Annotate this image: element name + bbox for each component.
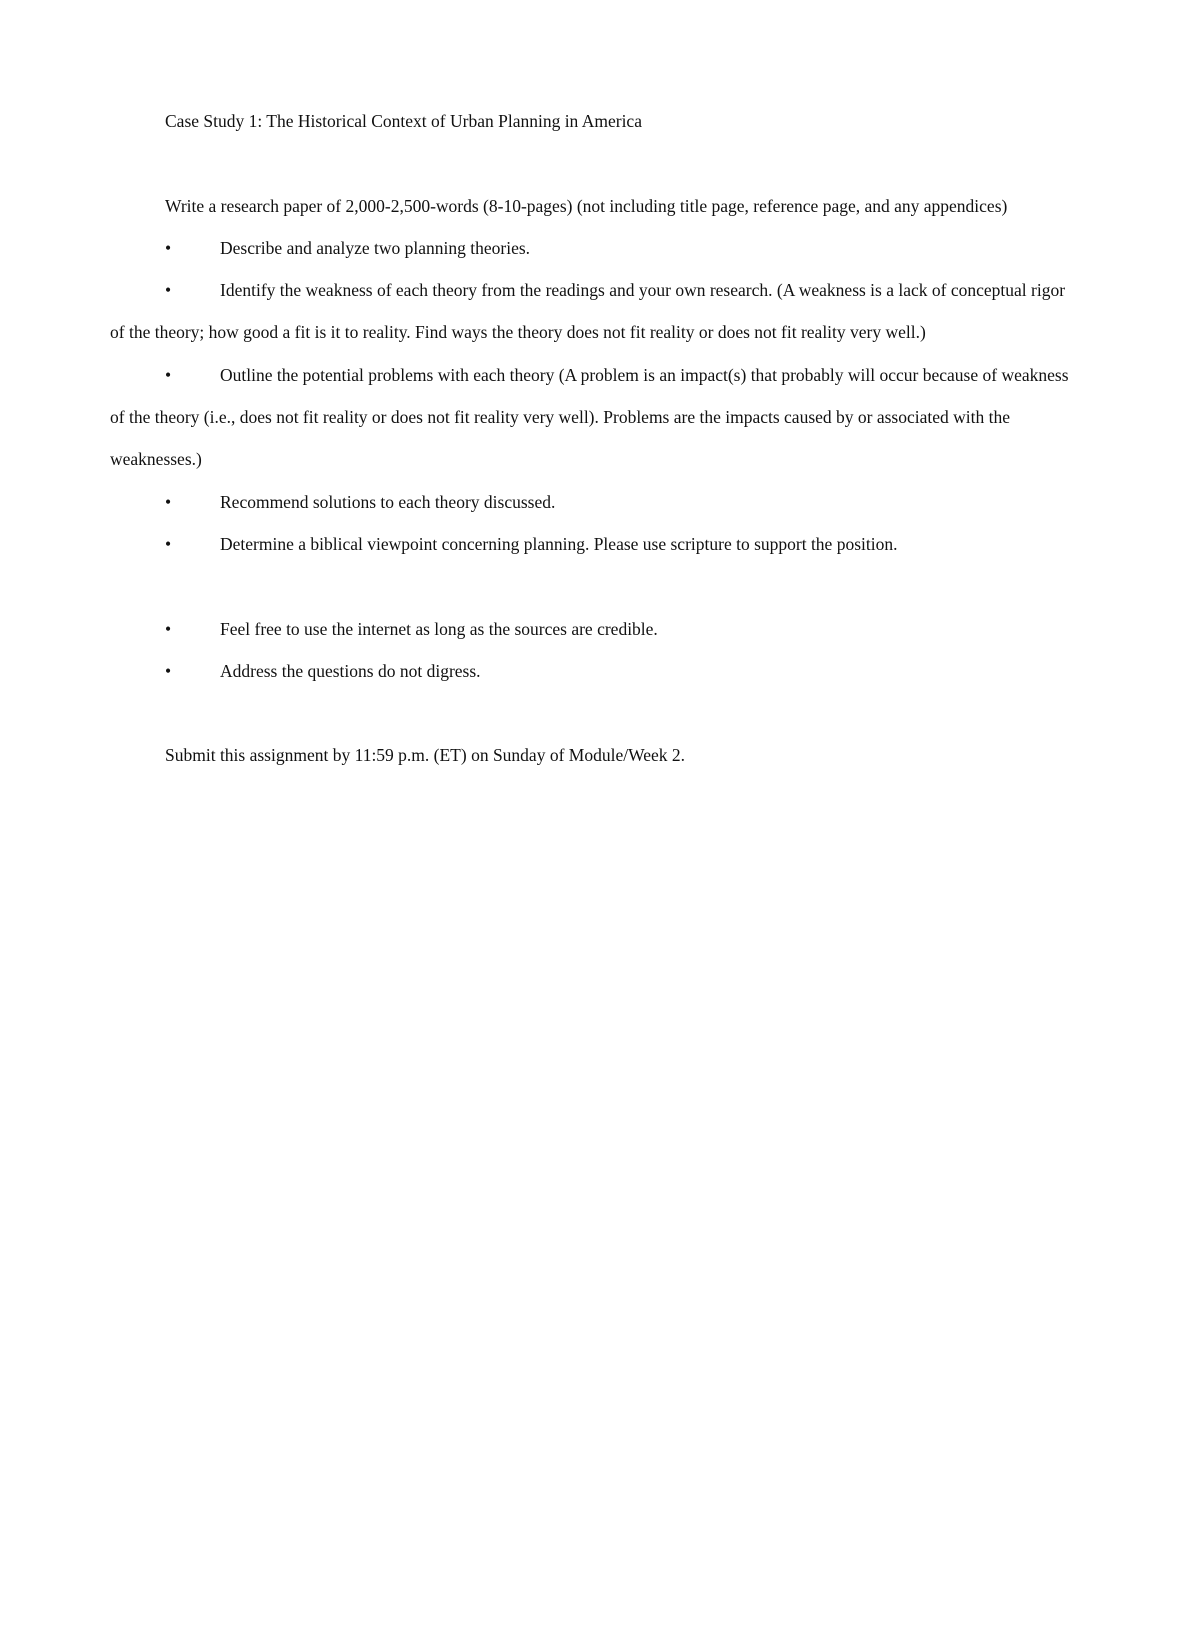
assignment-intro: Write a research paper of 2,000-2,500-words (8-10-pages) (not including title page, reference page, and any appendices) (165, 195, 1008, 216)
bullet-text: Address the questions do not digress. (220, 660, 481, 681)
submission-note: Submit this assignment by 11:59 p.m. (ET) on Sunday of Module/Week 2. (165, 745, 685, 766)
blank-line (110, 692, 1080, 734)
bullet-item-identify (110, 269, 1080, 354)
bullet-text: Recommend solutions to each theory discussed. (220, 491, 556, 512)
bullet-icon: • (165, 364, 172, 385)
bullet-item-outline (110, 354, 1080, 481)
bullet-icon: • (165, 618, 172, 639)
bullet-item-describe (110, 227, 1080, 269)
bullet-icon: • (165, 533, 172, 554)
bullet-item-internet (110, 608, 1080, 650)
bullet-icon: • (165, 280, 172, 301)
bullet-text: Identify the weakness of each theory from the readings and your own research. (A weakness is a lack of conceptual rigor of the theory; how good a fit is it to reality. Find ways the theory does not fit reality or does not fit reality very well.) (110, 280, 1066, 343)
bullet-icon: • (165, 660, 172, 681)
bullet-item-address (110, 650, 1080, 692)
bullet-item-determine (110, 523, 1080, 565)
blank-line (110, 565, 1080, 607)
blank-line (110, 142, 1080, 184)
bullet-text: Outline the potential problems with each theory (A problem is an impact(s) that probably will occur because of weakness of the theory (i.e., does not fit reality or does not fit reality very well). Problems are the impacts caused by or associated with the weaknesses.) (110, 364, 1069, 470)
bullet-icon: • (165, 237, 172, 258)
document-body (110, 100, 1080, 777)
document-title: Case Study 1: The Historical Context of Urban Planning in America (165, 111, 642, 131)
bullet-icon: • (165, 491, 172, 512)
bullet-text: Determine a biblical viewpoint concerning planning. Please use scripture to support the position. (220, 533, 898, 554)
bullet-text: Describe and analyze two planning theories. (220, 237, 531, 258)
bullet-text: Feel free to use the internet as long as the sources are credible. (220, 618, 658, 639)
bullet-item-recommend (110, 481, 1080, 523)
